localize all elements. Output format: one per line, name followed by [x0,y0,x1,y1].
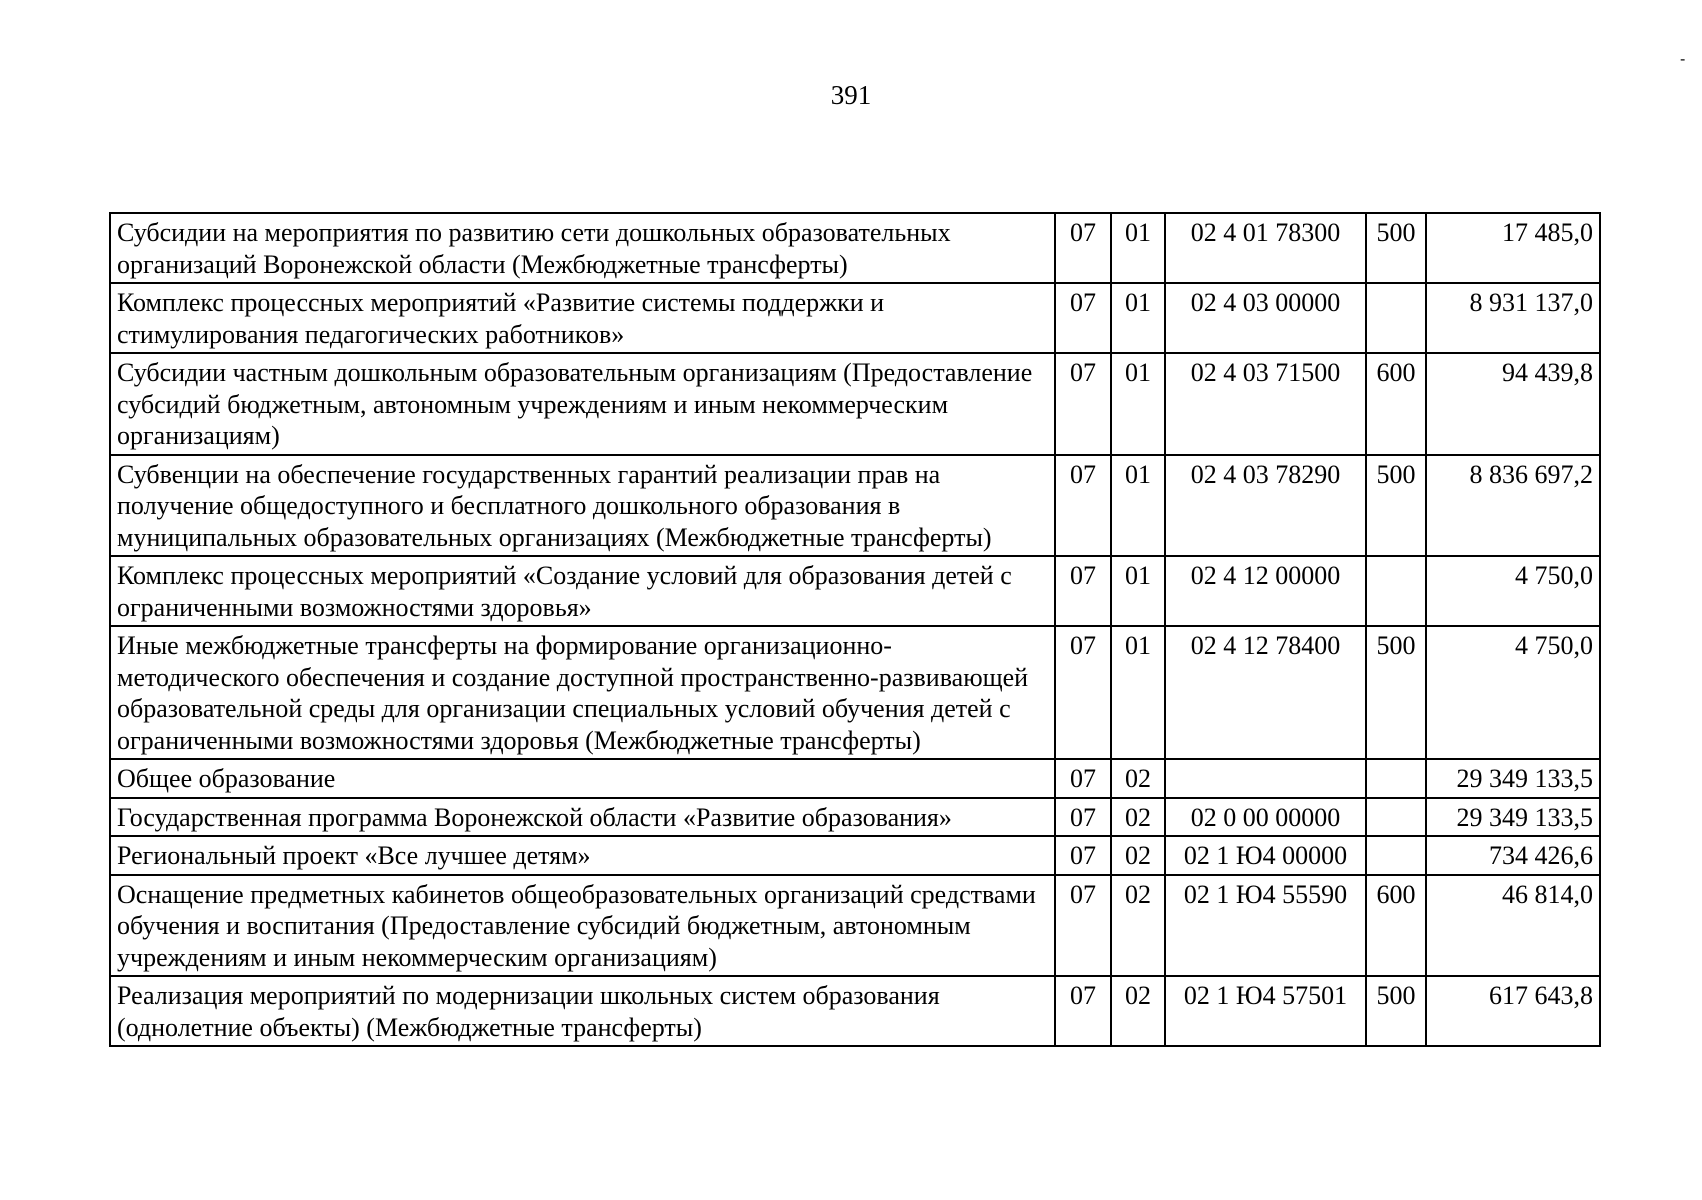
row-expense-type: 600 [1366,875,1426,977]
table-row [110,976,1600,1046]
row-target-code: 02 1 Ю4 00000 [1165,836,1366,875]
row-subsection: 02 [1111,836,1165,875]
row-target-code: 02 4 12 00000 [1165,556,1366,626]
table-row [110,875,1600,977]
table-row [110,556,1600,626]
row-target-code: 02 4 03 78290 [1165,455,1366,557]
table-row [110,353,1600,455]
table-row [110,213,1600,283]
row-target-code [1165,759,1366,798]
row-name: Оснащение предметных кабинетов общеобразовательных организаций средствами обучения и воспитания (Предоставление субсидий бюджетным, автономным учреждениям и иным некоммерческим организациям) [110,875,1055,977]
page-number: 391 [830,80,872,110]
row-amount: 46 814,0 [1426,875,1600,977]
row-section: 07 [1055,353,1111,455]
row-subsection: 02 [1111,798,1165,837]
row-target-code: 02 4 12 78400 [1165,626,1366,759]
table-row [110,798,1600,837]
row-expense-type: 500 [1366,455,1426,557]
row-name: Комплекс процессных мероприятий «Развитие системы поддержки и стимулирования педагогических работников» [110,283,1055,353]
table-row [110,836,1600,875]
row-name: Общее образование [110,759,1055,798]
table-row [110,455,1600,557]
row-expense-type [1366,836,1426,875]
row-amount: 4 750,0 [1426,626,1600,759]
row-amount: 29 349 133,5 [1426,798,1600,837]
row-expense-type: 500 [1366,213,1426,283]
row-section: 07 [1055,626,1111,759]
row-subsection: 01 [1111,283,1165,353]
row-amount: 94 439,8 [1426,353,1600,455]
row-amount: 8 836 697,2 [1426,455,1600,557]
row-name: Субсидии частным дошкольным образовательным организациям (Предоставление субсидий бюджетным, автономным учреждениям и иным некоммерческим организациям) [110,353,1055,455]
row-expense-type [1366,283,1426,353]
table-row [110,283,1600,353]
row-section: 07 [1055,759,1111,798]
row-section: 07 [1055,283,1111,353]
row-section: 07 [1055,976,1111,1046]
row-name: Комплекс процессных мероприятий «Создание условий для образования детей с ограниченными возможностями здоровья» [110,556,1055,626]
row-subsection: 01 [1111,213,1165,283]
row-subsection: 01 [1111,556,1165,626]
row-name: Реализация мероприятий по модернизации школьных систем образования (однолетние объекты) (Межбюджетные трансферты) [110,976,1055,1046]
row-section: 07 [1055,798,1111,837]
row-subsection: 01 [1111,353,1165,455]
row-name: Субвенции на обеспечение государственных гарантий реализации прав на получение общедоступного и бесплатного дошкольного образования в муниципальных образовательных организациях (Межбюджетные трансферты) [110,455,1055,557]
row-amount: 17 485,0 [1426,213,1600,283]
row-subsection: 01 [1111,626,1165,759]
budget-table [109,212,1601,1047]
row-target-code: 02 0 00 00000 [1165,798,1366,837]
row-name: Иные межбюджетные трансферты на формирование организационно-методического обеспечения и создание доступной пространственно-развивающей образовательной среды для организации специальных условий обучения детей с ограниченными возможностями здоровья (Межбюджетные трансферты) [110,626,1055,759]
corner-mark: - [1680,51,1686,68]
row-expense-type [1366,759,1426,798]
row-section: 07 [1055,875,1111,977]
row-target-code: 02 4 03 71500 [1165,353,1366,455]
table-row [110,759,1600,798]
row-expense-type [1366,556,1426,626]
table-row [110,626,1600,759]
row-target-code: 02 1 Ю4 57501 [1165,976,1366,1046]
row-target-code: 02 1 Ю4 55590 [1165,875,1366,977]
row-section: 07 [1055,836,1111,875]
row-subsection: 01 [1111,455,1165,557]
row-subsection: 02 [1111,976,1165,1046]
row-name: Государственная программа Воронежской области «Развитие образования» [110,798,1055,837]
row-section: 07 [1055,455,1111,557]
row-expense-type: 500 [1366,626,1426,759]
row-amount: 617 643,8 [1426,976,1600,1046]
row-name: Субсидии на мероприятия по развитию сети дошкольных образовательных организаций Воронежской области (Межбюджетные трансферты) [110,213,1055,283]
row-target-code: 02 4 01 78300 [1165,213,1366,283]
row-amount: 29 349 133,5 [1426,759,1600,798]
row-amount: 8 931 137,0 [1426,283,1600,353]
row-section: 07 [1055,556,1111,626]
row-amount: 4 750,0 [1426,556,1600,626]
row-expense-type [1366,798,1426,837]
row-expense-type: 600 [1366,353,1426,455]
row-subsection: 02 [1111,759,1165,798]
row-subsection: 02 [1111,875,1165,977]
row-section: 07 [1055,213,1111,283]
row-target-code: 02 4 03 00000 [1165,283,1366,353]
row-expense-type: 500 [1366,976,1426,1046]
row-amount: 734 426,6 [1426,836,1600,875]
row-name: Региональный проект «Все лучшее детям» [110,836,1055,875]
